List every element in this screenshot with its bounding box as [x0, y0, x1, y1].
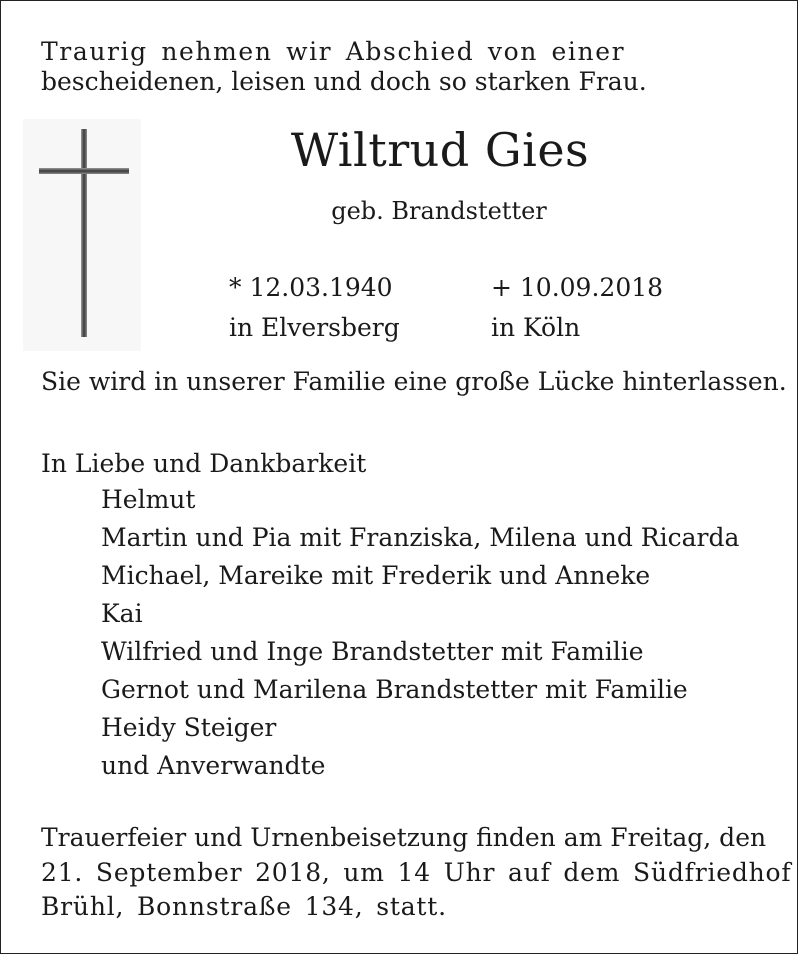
family-member: Heidy Steiger: [101, 713, 277, 742]
intro-line-1: Traurig nehmen wir Abschied von einer: [41, 37, 626, 66]
funeral-line-2: 21. September 2018, um 14 Uhr auf dem Südfriedhof: [41, 857, 792, 887]
family-member: und Anverwandte: [101, 751, 326, 780]
funeral-info: [41, 821, 791, 925]
birth-place: in Elversberg: [229, 313, 400, 342]
funeral-line-1: Trauerfeier und Urnenbeisetzung finden am Freitag, den: [41, 823, 767, 852]
maiden-name: geb. Brandstetter: [331, 197, 547, 225]
signoff: In Liebe und Dankbarkeit: [41, 449, 367, 478]
death-date: + 10.09.2018: [491, 273, 664, 302]
family-list: [101, 481, 739, 785]
intro-text: [41, 37, 647, 97]
family-member: Gernot und Marilena Brandstetter mit Familie: [101, 675, 688, 704]
family-member: Michael, Mareike mit Frederik und Anneke: [101, 561, 651, 590]
family-member: Martin und Pia mit Franziska, Milena und Ricarda: [101, 523, 740, 552]
deceased-name: Wiltrud Gies: [290, 123, 590, 177]
intro-line-2: bescheidenen, leisen und doch so starken Frau.: [41, 67, 647, 96]
funeral-line-3: Brühl, Bonnstraße 134, statt.: [41, 892, 447, 921]
family-member: Wilfried und Inge Brandstetter mit Familie: [101, 637, 644, 666]
death-place: in Köln: [491, 313, 581, 342]
family-member: Kai: [101, 599, 143, 628]
birth-date: * 12.03.1940: [229, 273, 393, 302]
closing-message: Sie wird in unserer Familie eine große Lücke hinterlassen.: [41, 367, 787, 396]
family-member: Helmut: [101, 485, 196, 514]
